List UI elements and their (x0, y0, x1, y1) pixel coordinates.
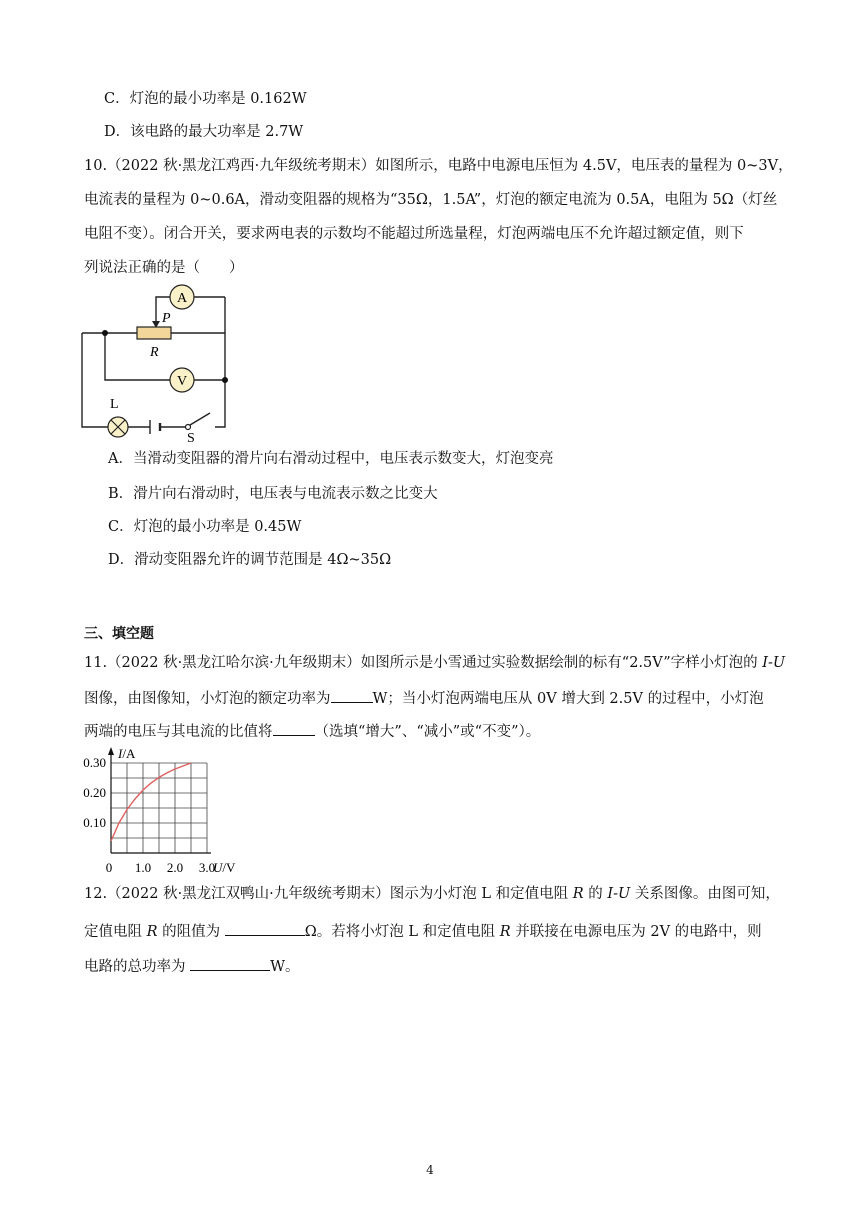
q12-line-2-text-a: 定值电阻 (84, 924, 147, 940)
q11-line-3 (84, 721, 540, 742)
q11-iu-symbol: I-U (762, 655, 786, 671)
voltmeter-label: V (176, 374, 188, 389)
y-tick-label: 0.20 (83, 785, 106, 800)
q11-line-2-text-a: 图像，由图像知，小灯泡的额定功率为 (84, 691, 331, 707)
switch-icon (186, 425, 191, 430)
q12-iu-symbol: I-U (607, 886, 631, 902)
q12-line-3 (84, 956, 300, 977)
x-tick-label: 3.0 (198, 860, 216, 875)
q12-r-symbol-2: R (146, 924, 158, 940)
q11-blank-2[interactable] (273, 721, 315, 736)
q11-line-2-text-b: W；当小灯泡两端电压从 0V 增大到 2.5V 的过程中，小灯泡 (372, 691, 764, 707)
section-heading: 三、填空题 (84, 626, 154, 642)
q10-option-c: C．灯泡的最小功率是 0.45W (108, 519, 302, 535)
x-tick-label: 2.0 (166, 860, 184, 875)
x-axis-label: U/V (213, 860, 236, 875)
q12-line-2-text-b: 的阻值为 (157, 924, 225, 940)
q12-line-2 (84, 921, 762, 942)
q12-line-2-text-d: 并联接在电源电压为 2V 的电路中，则 (510, 924, 762, 940)
switch-label: S (187, 431, 195, 445)
q12-blank-2[interactable] (190, 956, 270, 971)
q11-line-1-text: 11.（2022 秋·黑龙江哈尔滨·九年级期末）如图所示是小雪通过实验数据绘制的标有“2.5V”字样小灯泡的 (84, 655, 763, 671)
rheostat-icon (137, 327, 171, 339)
q10-option-a: A．当滑动变阻器的滑片向右滑动过程中，电压表示数变大，灯泡变亮 (108, 451, 554, 467)
q10-circuit-diagram (70, 280, 250, 445)
q11-line-3-text-b: （选填“增大”、“减小”或“不变”）。 (314, 724, 541, 740)
q12-line-3-text-a: 电路的总功率为 (84, 959, 191, 975)
q12-r-symbol-3: R (499, 924, 511, 940)
q12-blank-1[interactable] (225, 921, 305, 936)
q11-line-3-text-a: 两端的电压与其电流的比值将 (84, 724, 273, 740)
q12-line-1-text-a: 12.（2022 秋·黑龙江双鸭山·九年级统考期末）图示为小灯泡 L 和定值电阻 (84, 886, 573, 902)
q10-stem-line-1: 10.（2022 秋·黑龙江鸡西·九年级统考期末）如图所示，电路中电源电压恒为 4.5V，电压表的量程为 0~3V， (84, 158, 793, 174)
lamp-label: L (110, 397, 119, 412)
iu-curve (111, 763, 191, 841)
y-tick-label: 0.30 (83, 755, 106, 770)
q11-line-1 (84, 653, 785, 673)
slider-label: P (162, 311, 171, 326)
q11-iu-chart (78, 745, 268, 880)
page-number: 4 (426, 1163, 434, 1177)
rheostat-label: R (150, 345, 159, 360)
x-tick-label: 1.0 (134, 860, 152, 875)
q12-line-2-text-c: Ω。若将小灯泡 L 和定值电阻 (304, 924, 500, 940)
q9-option-c: C．灯泡的最小功率是 0.162W (104, 91, 307, 107)
q11-blank-1[interactable] (331, 688, 373, 703)
junction-dot (222, 377, 228, 383)
q10-stem-line-4: 列说法正确的是（ ） (84, 260, 244, 276)
q9-option-d: D．该电路的最大功率是 2.7W (104, 124, 304, 140)
q11-line-2 (84, 688, 764, 709)
q10-option-d: D．滑动变阻器允许的调节范围是 4Ω~35Ω (108, 552, 392, 568)
q10-stem-line-3: 电阻不变）。闭合开关，要求两电表的示数均不能超过所选量程，灯泡两端电压不允许超过额定值，则下 (84, 226, 744, 242)
y-tick-label: 0.10 (83, 815, 106, 830)
y-axis-label: I/A (118, 746, 136, 761)
q12-line-1 (84, 884, 780, 904)
junction-dot (102, 330, 108, 336)
q10-stem-line-2: 电流表的量程为 0~0.6A，滑动变阻器的规格为“35Ω，1.5A”，灯泡的额定电流为 0.5A，电阻为 5Ω（灯丝 (84, 192, 778, 208)
wire-right (215, 297, 225, 427)
x-tick-label: 0 (105, 860, 113, 875)
wire-left (82, 333, 108, 427)
q12-r-symbol: R (572, 886, 584, 902)
q12-line-1-text-b: 的 (583, 886, 608, 902)
q12-line-3-text-b: W。 (270, 959, 300, 975)
ammeter-label: A (176, 291, 188, 306)
wire-to-voltmeter (105, 333, 170, 380)
q12-line-1-text-c: 关系图像。由图可知， (630, 886, 780, 902)
q10-option-b: B．滑片向右滑动时，电压表与电流表示数之比变大 (108, 486, 438, 502)
y-axis-arrow-icon (108, 747, 114, 755)
